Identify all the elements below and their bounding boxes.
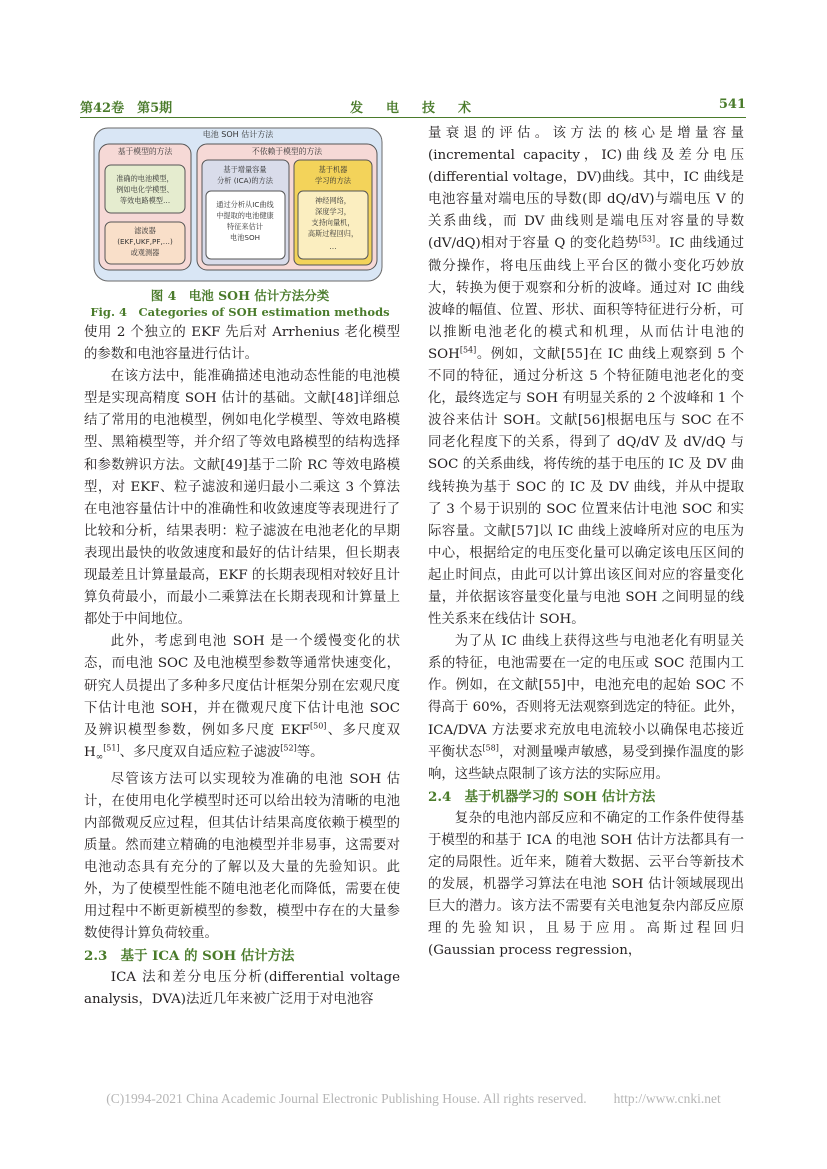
ml-box-l1: 神经网络， — [315, 196, 351, 205]
ml-box-l5: … — [329, 242, 337, 251]
model-box1-l2: 例如电化学模型、 — [116, 185, 174, 194]
volume-issue: 第42卷 第5期 — [80, 101, 173, 116]
section-2-4-heading: 2.4 基于机器学习的 SOH 估计方法 — [428, 788, 656, 805]
ml-box-l2: 深度学习， — [315, 207, 351, 216]
copyright-footer: (C)1994-2021 China Academic Journal Electronic Publishing House. All rights reserved. http://www.cnki.net — [106, 1091, 721, 1106]
model-title: 基于模型的方法 — [117, 147, 173, 156]
left-para-4: 尽管该方法可以实现较为准确的电池 SOH 估计，在使用电化学模型时还可以给出较为清晰的电池内部微观反应过程，但其估计结果高度依赖于模型的质量。然而建立精确的电池模型并非易事，这需要对电池动态具有充分的了解以及大量的先验知识。此外，为了使模型性能不随电池老化而降低，需要在使用过程中不断更新模型的参数，模型中存在的大量参数使得计算负荷较重。 — [84, 771, 400, 942]
right-para-1a: 量衰退的评估。该方法的核心是增量容量(incremental capacity，IC)曲线及差分电压(differential voltage，DV)曲线。其中，IC 曲线是电池容量对端电压的导数(即 dQ/dV)与端电压 V 的关系曲线，而 DV 曲线则是端电压对容量的导数(dV/dQ)相对于容量 Q 的变化趋势 — [428, 126, 744, 252]
running-header — [80, 97, 746, 115]
model-box1-l3: 等效电路模型… — [119, 196, 171, 205]
ica-title-l2: 分析 (ICA)的方法 — [217, 176, 273, 185]
ica-title-l1: 基于增量容量 — [223, 165, 267, 174]
right-para-2a: 为了从 IC 曲线上获得这些与电池老化有明显关系的特征，电池需要在一定的电压或 SOC 范围内工作。例如，在文献[55]中，电池充电的起始 SOC 不得高于 60%，否则将无法观察到选定的特征。此外，ICA/DVA 方法要求充放电电流较小以确保电芯接近平衡状态 — [428, 634, 744, 760]
model-box1-l1: 准确的电池模型， — [116, 174, 174, 183]
ml-box-l3: 支持向量机， — [311, 218, 355, 227]
journal-name: 发 电 技 术 — [349, 101, 476, 116]
ica-box-l2: 中提取的电池健康 — [216, 211, 274, 220]
left-para-3a: 此外，考虑到电池 SOH 是一个缓慢变化的状态，而电池 SOC 及电池模型参数等通常快速变化，研究人员提出了多种多尺度估计框架分别在宏观尺度下估计电池 SOH，并在微观尺度下估计电池 SOC 及辨识模型参数，例如多尺度 EKF — [84, 634, 400, 738]
right-para-3: 复杂的电池内部反应和不确定的工作条件使得基于模型的和基于 ICA 的电池 SOH 估计方法都具有一定的局限性。近年来，随着大数据、云平台等新技术的发展，机器学习算法在电池 SOH 估计领域展现出巨大的潜力。该方法不需要有关电池复杂内部反应原理的先验知识，且易于应用。高斯过程回归(Gaussian process regression， — [428, 810, 744, 959]
ica-box-l1: 通过分析从IC曲线 — [216, 200, 274, 209]
header-rule — [80, 117, 746, 118]
left-para-3b: 、多尺度双 H — [84, 722, 401, 760]
right-column — [428, 123, 744, 963]
outer-title: 电池 SOH 估计方法 — [202, 130, 274, 139]
ref-50: [50] — [310, 721, 327, 731]
ml-title-l2: 学习的方法 — [315, 176, 351, 185]
ref-52: [52] — [280, 743, 297, 753]
figure-4-diagram — [93, 127, 383, 282]
left-para-3c: 、多尺度双自适应粒子滤波 — [119, 744, 281, 760]
ref-51: [51] — [103, 743, 120, 753]
figure-caption-en: Fig. 4 Categories of SOH estimation methods — [90, 305, 390, 319]
ml-box-l4: 高斯过程回归， — [307, 229, 359, 238]
right-para-2b: ，对测量噪声敏感，易受到操作温度的影响，这些缺点限制了该方法的实际应用。 — [428, 744, 744, 782]
model-box2-l2: (EKF,UKF,PF,…) — [117, 237, 173, 246]
model-box2-l3: 或观测器 — [130, 248, 160, 257]
figure-caption-cn: 图 4 电池 SOH 估计方法分类 — [150, 288, 330, 303]
right-para-1 — [428, 123, 744, 631]
left-para-3d: 等。 — [296, 744, 324, 760]
ref-53: [53] — [638, 235, 656, 244]
ref-54: [54] — [459, 345, 477, 355]
section-2-3-heading: 2.3 基于 ICA 的 SOH 估计方法 — [84, 948, 295, 965]
left-column — [84, 322, 400, 1012]
model-box2-l1: 滤波器 — [134, 226, 156, 235]
nonmodel-title: 不依赖于模型的方法 — [251, 147, 323, 156]
ica-box-l3: 特征来估计 — [227, 222, 263, 231]
left-para-3 — [84, 631, 400, 768]
ica-box-l4: 电池SOH — [230, 233, 260, 242]
left-para-2: 在该方法中，能准确描述电池动态性能的电池模型是实现高精度 SOH 估计的基础。文献[48]详细总结了常用的电池模型，例如电化学模型、等效电路模型、黑箱模型等，并介绍了等效电路模型的结构选择和参数辨识方法。文献[49]基于二阶 RC 等效电路模型，对 EKF、粒子滤波和递归最小二乘这 3 个算法在电池容量估计中的准确性和收敛速度等表现进行了比较和分析，结果表明：粒子滤波在电池老化的早期表现出最快的收敛速度和最好的估计结果，但长期表现最差且计算量最高，EKF 的长期表现相对较好且计算负荷最小，而最小二乘算法在长期表现和计算量上都处于中间地位。 — [84, 369, 400, 628]
right-para-1c: 。例如，文献[55]在 IC 曲线上观察到 5 个不同的特征，通过分析这 5 个特征随电池老化的变化，最终选定与 SOH 有明显关系的 2 个波峰和 1 个波谷来估计 SOH。文献[56]根据电压与 SOC 在不同老化程度下的关系，得到了 dQ/dV 及 dV/dQ 与 SOC 的关系曲线，将传统的基于电压的 IC 及 DV 曲线转换为基于 SOC 的 IC 及 DV 曲线，并从中提取了 3 个易于识别的 SOC 位置来估计电池 SOC 和实际容量。文献[57]以 IC 曲线上波峰所对应的电压为中心，根据给定的电压变化量可以确定该电压区间的起止时间点，由此可以计算出该区间对应的容量变化量，并依据该容量变化量与电池 SOH 之间明显的线性关系来在线估计 SOH。 — [428, 346, 744, 628]
ml-title-l1: 基于机器 — [318, 165, 348, 174]
page-number: 541 — [718, 97, 746, 112]
left-para-5: ICA 法和差分电压分析(differential voltage analysis，DVA)法近几年来被广泛用于对电池容 — [84, 970, 400, 1008]
right-para-2 — [428, 631, 744, 786]
right-para-1b: 。IC 曲线通过微分操作，将电压曲线上平台区的微小变化巧妙放大，转换为便于观察和分析的波峰。通过对 IC 曲线波峰的幅值、位置、形状、面积等特征进行分析，可以推断电池老化的模式和机理，从而估计电池的 SOH — [428, 236, 744, 362]
left-para-1: 使用 2 个独立的 EKF 先后对 Arrhenius 老化模型的参数和电池容量进行估计。 — [84, 325, 400, 363]
ref-58: [58] — [482, 743, 499, 753]
hinf-subscript: ∞ — [95, 752, 104, 763]
